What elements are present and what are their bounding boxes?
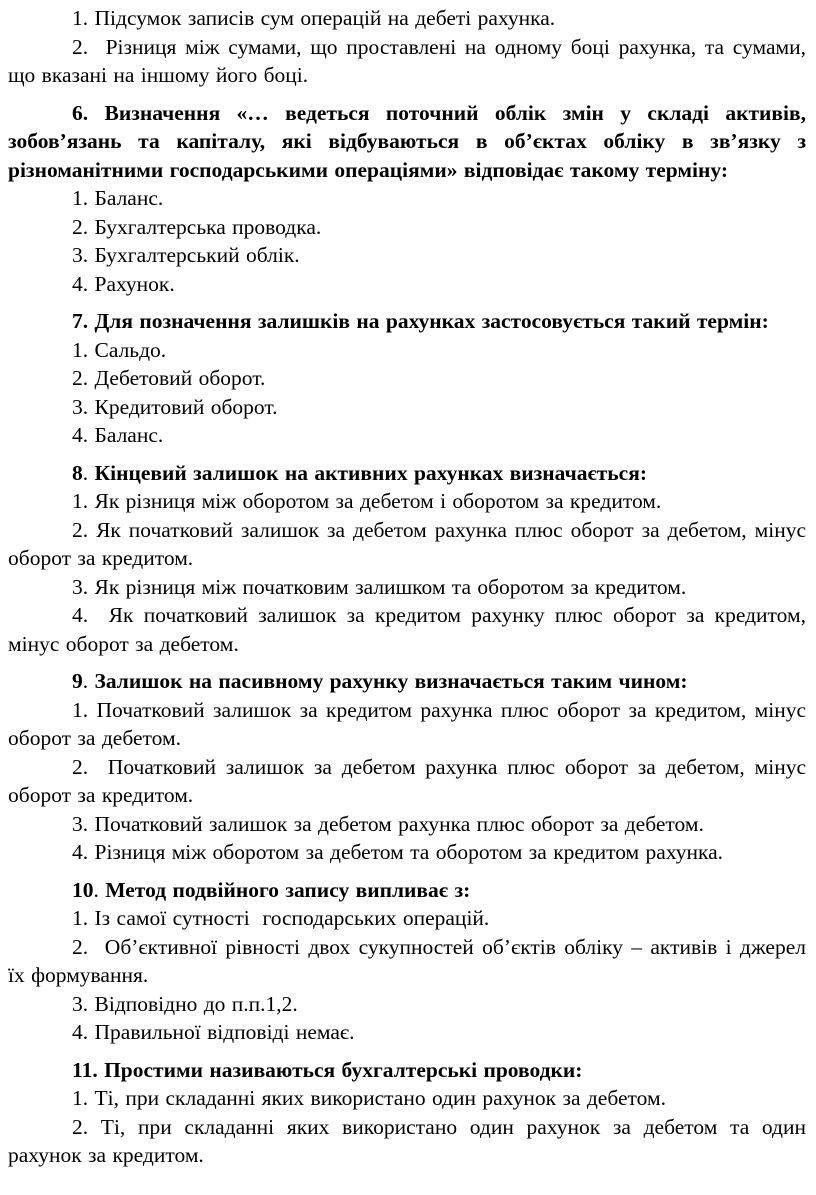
question-text: Простими називаються бухгалтерські проводки: <box>104 1057 583 1082</box>
answer-item: 1. Баланс. <box>72 186 164 210</box>
question-number-dot: . <box>82 460 89 485</box>
question-heading <box>8 99 806 185</box>
question-number: 7. <box>72 309 89 333</box>
question-heading <box>8 876 806 905</box>
answer-item: 2. Як початковий залишок за дебетом рахунка плюс оборот за дебетом, мінус оборот за кредитом. <box>8 517 806 570</box>
question-text: Метод подвійного запису випливає з: <box>105 877 471 902</box>
question-number: 6. <box>72 100 89 125</box>
answer-item: 1. Як різниця між оборотом за дебетом і оборотом за кредитом. <box>72 489 662 513</box>
answer-item: 4. Правильної відповіді немає. <box>72 1020 355 1044</box>
answer-item: 1. Сальдо. <box>72 337 167 362</box>
answer-item: 1. Початковий залишок за кредитом рахунка плюс оборот за кредитом, мінус оборот за дебетом. <box>8 697 806 750</box>
question-block-8 <box>8 459 806 659</box>
question-text: Для позначення залишків на рахунках застосовується такий термін: <box>94 309 769 333</box>
question-5-answers-continuation <box>8 4 806 90</box>
question-text: Залишок на пасивному рахунку визначається таким чином: <box>94 669 688 693</box>
question-number: 8 <box>72 460 83 485</box>
question-block-11 <box>8 1056 806 1170</box>
answer-item: 4. Як початковий залишок за кредитом рахунку плюс оборот за кредитом, мінус оборот за дебетом. <box>8 603 806 656</box>
answer-item: 1. Ті, при складанні яких використано один рахунок за дебетом. <box>72 1086 666 1110</box>
answer-item: 2. Бухгалтерська проводка. <box>72 214 322 239</box>
answer-item: 3. Як різниця між початковим залишком та оборотом за кредитом. <box>72 574 687 599</box>
question-block-9 <box>8 667 806 867</box>
answer-item: 2. Дебетовий оборот. <box>72 366 266 390</box>
question-heading <box>8 667 806 696</box>
question-block-7 <box>8 307 806 450</box>
question-text: Кінцевий залишок на активних рахунках визначається: <box>94 460 648 485</box>
question-block-10 <box>8 876 806 1047</box>
answer-item: 1. Підсумок записів сум операцій на дебеті рахунка. <box>72 6 556 30</box>
question-number: 10 <box>72 877 94 902</box>
answer-item: 2. Об’єктивної рівності двох сукупностей об’єктів обліку – активів і джерел їх формування. <box>8 934 806 987</box>
answer-item: 3. Початковий залишок за дебетом рахунка плюс оборот за дебетом. <box>72 811 704 836</box>
question-text: Визначення «… ведеться поточний облік змін у складі активів, зобов’язань та капіталу, які відбуваються в об’єктах обліку в зв’язку з різноманітними господарськими операціями» відповідає такому терміну: <box>8 100 806 182</box>
question-heading <box>8 459 806 488</box>
answer-item: 3. Відповідно до п.п.1,2. <box>72 991 298 1016</box>
question-number: 9 <box>72 669 83 693</box>
question-block-6 <box>8 99 806 299</box>
answer-item: 3. Кредитовий оборот. <box>72 394 278 419</box>
answer-item: 4. Рахунок. <box>72 271 175 296</box>
question-heading <box>8 307 806 336</box>
question-number-dot: . <box>93 877 99 902</box>
answer-item: 4. Різниця між оборотом за дебетом та оборотом за кредитом рахунка. <box>72 840 724 864</box>
answer-item: 2. Початковий залишок за дебетом рахунка плюс оборот за дебетом, мінус оборот за кредитом. <box>8 754 806 807</box>
question-number: 11. <box>72 1057 98 1082</box>
answer-item: 2. Різниця між сумами, що проставлені на одному боці рахунка, та сумами, що вказані на іншому його боці. <box>8 34 806 87</box>
answer-item: 2. Ті, при складанні яких використано один рахунок за дебетом та один рахунок за кредитом. <box>8 1114 806 1167</box>
answer-item: 4. Баланс. <box>72 423 164 447</box>
question-heading <box>8 1056 806 1085</box>
answer-item: 1. Із самої сутності господарських операцій. <box>72 906 490 930</box>
answer-item: 3. Бухгалтерський облік. <box>72 243 300 267</box>
question-number-dot: . <box>82 669 89 693</box>
